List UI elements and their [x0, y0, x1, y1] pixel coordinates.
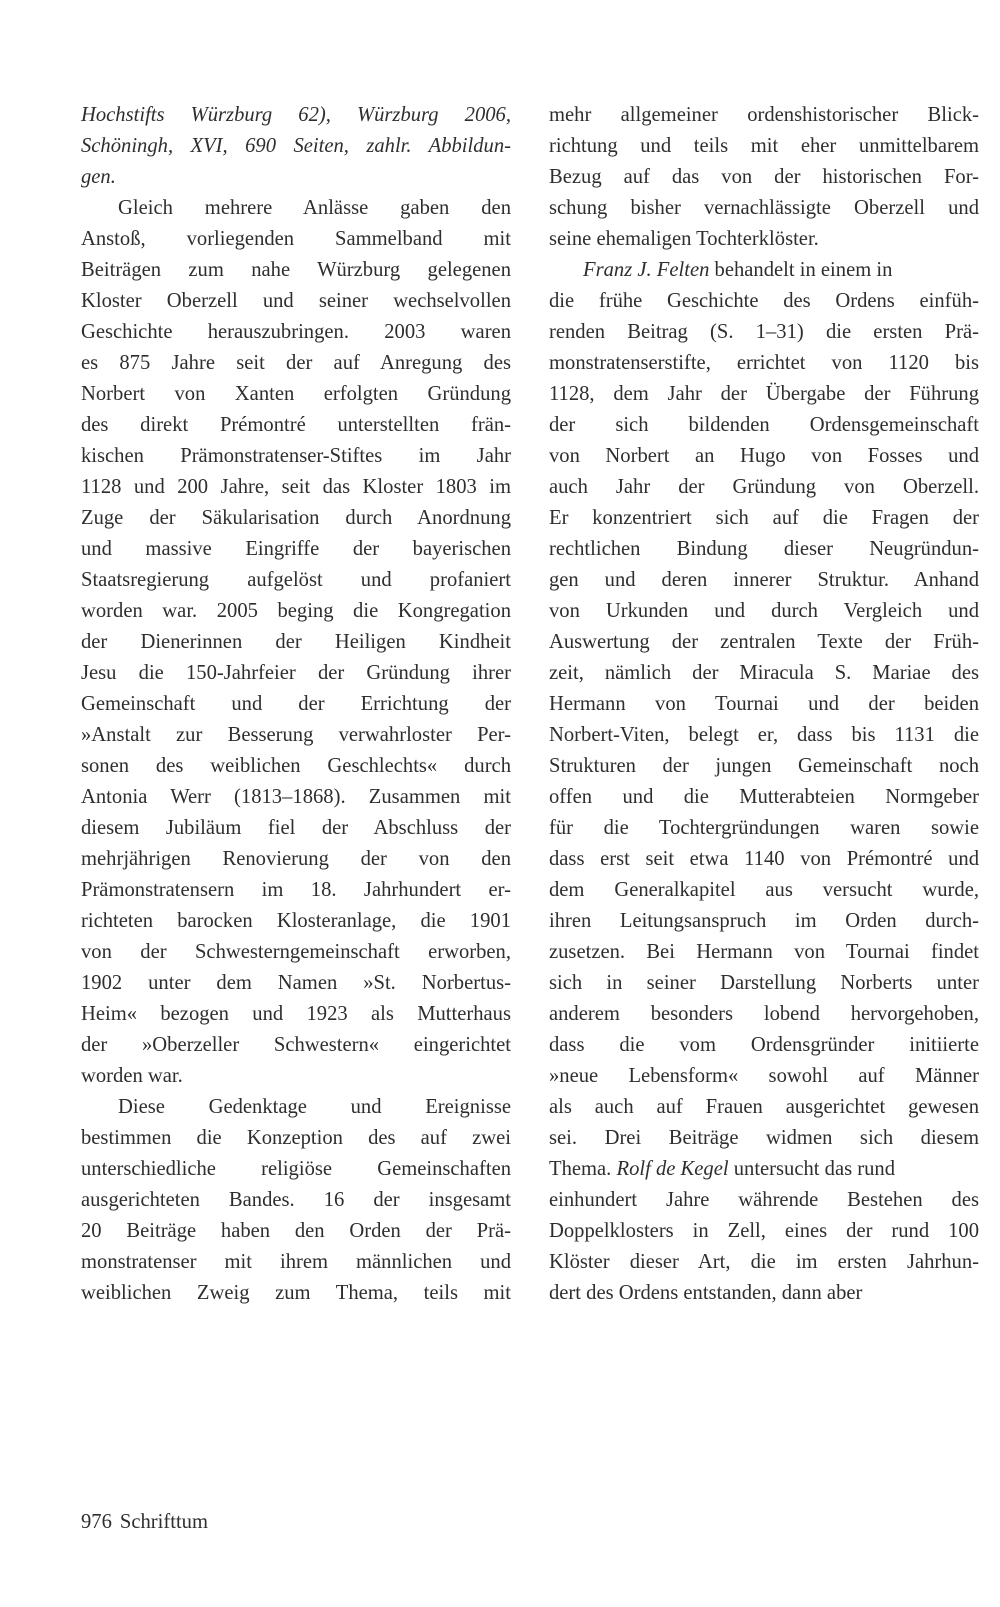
text-line: Schöningh, XVI, 690 Seiten, zahlr. Abbildun- [81, 135, 511, 157]
text-line: Auswertung der zentralen Texte der Früh- [549, 631, 979, 653]
text-line: Doppelklosters in Zell, eines der rund 100 [549, 1220, 979, 1242]
text-line: des direkt Prémontré unterstellten frän- [81, 414, 511, 436]
text-line: unterschiedliche religiöse Gemeinschaften [81, 1158, 511, 1180]
text-line: ausgerichteten Bandes. 16 der insgesamt [81, 1189, 511, 1211]
text-line: Zuge der Säkularisation durch Anordnung [81, 507, 511, 529]
text-line: für die Tochtergründungen waren sowie [549, 817, 979, 839]
text-line: Gemeinschaft und der Errichtung der [81, 693, 511, 715]
text-line: der Dienerinnen der Heiligen Kindheit [81, 631, 511, 653]
text-line: schung bisher vernachlässigte Oberzell und [549, 197, 979, 219]
text-line: auch Jahr der Gründung von Oberzell. [549, 476, 979, 498]
text-line: mehrjährigen Renovierung der von den [81, 848, 511, 870]
page-number: 976 [81, 1511, 112, 1533]
paragraph-start: Diese Gedenktage und Ereignisse [118, 1096, 511, 1118]
page-footer [81, 1508, 208, 1536]
text-line: seine ehemaligen Tochterklöster. [549, 228, 819, 250]
text-line: 1128 und 200 Jahre, seit das Kloster 1803 im [81, 476, 511, 498]
text-line: mehr allgemeiner ordenshistorischer Blick- [549, 104, 979, 126]
text-line: Geschichte herauszubringen. 2003 waren [81, 321, 511, 343]
text-segment: untersucht das rund [728, 1158, 896, 1180]
text-line: 20 Beiträge haben den Orden der Prä- [81, 1220, 511, 1242]
text-line: sonen des weiblichen Geschlechts« durch [81, 755, 511, 777]
text-line: monstratenserstifte, errichtet von 1120 bis [549, 352, 979, 374]
text-line [549, 1154, 979, 1185]
text-line: von Norbert an Hugo von Fosses und [549, 445, 979, 467]
text-segment: behandelt in einem in [709, 259, 893, 281]
text-line: als auch auf Frauen ausgerichtet gewesen [549, 1096, 979, 1118]
text-line: Anstoß, vorliegenden Sammelband mit [81, 228, 511, 250]
text-line: Hermann von Tournai und der beiden [549, 693, 979, 715]
text-line: Bezug auf das von der historischen For- [549, 166, 979, 188]
text-line: renden Beitrag (S. 1–31) die ersten Prä- [549, 321, 979, 343]
text-line: rechtlichen Bindung dieser Neugründun- [549, 538, 979, 560]
text-line: Staatsregierung aufgelöst und profaniert [81, 569, 511, 591]
text-line: Prämonstratensern im 18. Jahrhundert er- [81, 879, 511, 901]
text-line: gen und deren innerer Struktur. Anhand [549, 569, 979, 591]
text-line: Kloster Oberzell und seiner wechselvollen [81, 290, 511, 312]
text-line: die frühe Geschichte des Ordens einfüh- [549, 290, 979, 312]
text-line: der »Oberzeller Schwestern« eingerichtet [81, 1034, 511, 1056]
text-line: dass die vom Ordensgründer initiierte [549, 1034, 979, 1056]
text-line: dert des Ordens entstanden, dann aber [549, 1282, 863, 1304]
text-line: ihren Leitungsanspruch im Orden durch- [549, 910, 979, 932]
text-line: Norbert von Xanten erfolgten Gründung [81, 383, 511, 405]
text-line: richteten barocken Klosteranlage, die 1901 [81, 910, 511, 932]
text-line: worden war. [81, 1065, 183, 1087]
paragraph-start [549, 255, 979, 286]
section-title: Schrifttum [119, 1511, 208, 1533]
text-line: zusetzen. Bei Hermann von Tournai findet [549, 941, 979, 963]
right-column [549, 100, 979, 1309]
text-line: Antonia Werr (1813–1868). Zusammen mit [81, 786, 511, 808]
text-line: diesem Jubiläum fiel der Abschluss der [81, 817, 511, 839]
text-line: Er konzentriert sich auf die Fragen der [549, 507, 979, 529]
text-line: dem Generalkapitel aus versucht wurde, [549, 879, 979, 901]
text-line: »neue Lebensform« sowohl auf Männer [549, 1065, 979, 1087]
text-line: einhundert Jahre währende Bestehen des [549, 1189, 979, 1211]
text-line: kischen Prämonstratenser-Stiftes im Jahr [81, 445, 511, 467]
text-line: worden war. 2005 beging die Kongregation [81, 600, 511, 622]
text-line: von der Schwesterngemeinschaft erworben, [81, 941, 511, 963]
text-line: der sich bildenden Ordensgemeinschaft [549, 414, 979, 436]
text-line: weiblichen Zweig zum Thema, teils mit [81, 1282, 511, 1304]
text-line: sei. Drei Beiträge widmen sich diesem [549, 1127, 979, 1149]
author-name: Rolf de Kegel [616, 1158, 729, 1180]
text-line: »Anstalt zur Besserung verwahrloster Per- [81, 724, 511, 746]
text-line: zeit, nämlich der Miracula S. Mariae des [549, 662, 979, 684]
text-line: 1902 unter dem Namen »St. Norbertus- [81, 972, 511, 994]
text-line: und massive Eingriffe der bayerischen [81, 538, 511, 560]
text-line: Strukturen der jungen Gemeinschaft noch [549, 755, 979, 777]
text-line: richtung und teils mit eher unmittelbarem [549, 135, 979, 157]
text-line: bestimmen die Konzeption des auf zwei [81, 1127, 511, 1149]
text-line: dass erst seit etwa 1140 von Prémontré und [549, 848, 979, 870]
left-column [81, 100, 511, 1309]
text-line: Jesu die 150-Jahrfeier der Gründung ihrer [81, 662, 511, 684]
text-segment: Thema. [549, 1158, 617, 1180]
text-line: Beiträgen zum nahe Würzburg gelegenen [81, 259, 511, 281]
text-line: offen und die Mutterabteien Normgeber [549, 786, 979, 808]
text-line: Heim« bezogen und 1923 als Mutterhaus [81, 1003, 511, 1025]
text-line: gen. [81, 166, 116, 188]
author-name: Franz J. Felten [583, 259, 710, 281]
text-line: Hochstifts Würzburg 62), Würzburg 2006, [81, 104, 511, 126]
text-line: monstratenser mit ihrem männlichen und [81, 1251, 511, 1273]
text-line: von Urkunden und durch Vergleich und [549, 600, 979, 622]
text-line: sich in seiner Darstellung Norberts unter [549, 972, 979, 994]
text-line: Norbert-Viten, belegt er, dass bis 1131 die [549, 724, 979, 746]
text-line: anderem besonders lobend hervorgehoben, [549, 1003, 979, 1025]
text-line: es 875 Jahre seit der auf Anregung des [81, 352, 511, 374]
paragraph-start: Gleich mehrere Anlässe gaben den [118, 197, 511, 219]
text-line: Klöster dieser Art, die im ersten Jahrhun- [549, 1251, 979, 1273]
text-line: 1128, dem Jahr der Übergabe der Führung [549, 383, 979, 405]
